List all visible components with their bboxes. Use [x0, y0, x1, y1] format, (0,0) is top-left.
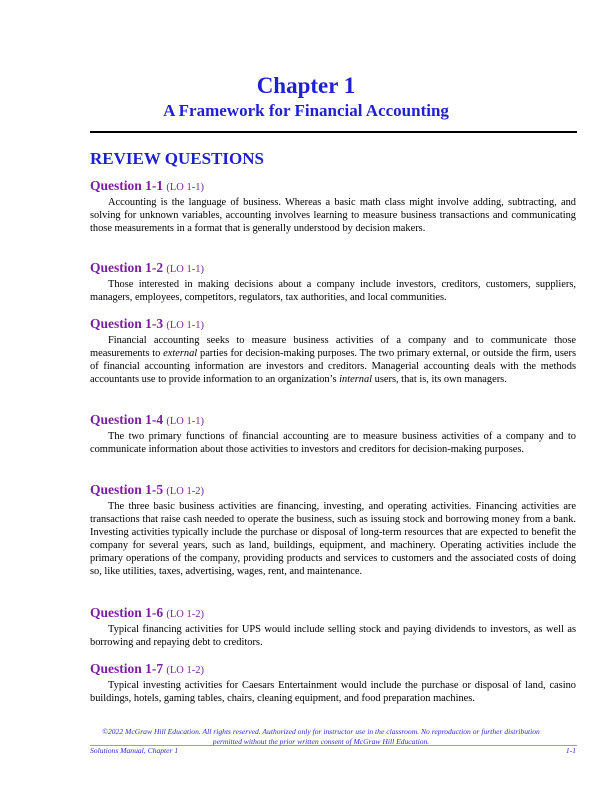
answer-text: Financial accounting seeks to measure business activities of a company and to communicate those measurements to external parties for decision-making purposes. The two primary external, or outside the firm, users of financial accounting information are investors and creditors. Managerial accounting deals with the methods accountants use to provide information to an organization’s internal users, that is, its own managers. [90, 335, 576, 386]
section-title: REVIEW QUESTIONS [90, 149, 264, 168]
question-heading [90, 178, 576, 196]
page-number: 1-1 [565, 746, 576, 755]
learning-objective: (LO 1-1) [166, 264, 205, 275]
learning-objective: (LO 1-2) [166, 609, 205, 620]
question-heading [90, 260, 576, 278]
question-heading [90, 605, 576, 623]
learning-objective: (LO 1-2) [166, 486, 205, 497]
answer-text: The two primary functions of financial accounting are to measure business activities of a company and to communicate information about those activities to investors and creditors for decision-making purposes. [90, 431, 576, 456]
learning-objective: (LO 1-2) [166, 665, 205, 676]
answer-text: Typical financing activities for UPS would include selling stock and paying dividends to investors, as well as borrowing and repaying debt to creditors. [90, 624, 576, 649]
question-1-5 [90, 482, 576, 579]
chapter-subtitle: A Framework for Financial Accounting [163, 101, 449, 120]
emphasis-external: external [163, 348, 198, 360]
learning-objective: (LO 1-1) [166, 416, 205, 427]
copyright-notice [62, 727, 580, 747]
learning-objective: (LO 1-1) [166, 320, 205, 331]
emphasis-internal: internal [339, 374, 373, 386]
copyright-line-2: permitted without the prior written consent of McGraw Hill Education. [212, 737, 430, 746]
question-1-4 [90, 412, 576, 456]
answer-text: Those interested in making decisions about a company include investors, creditors, customers, suppliers, managers, employees, competitors, regulators, tax authorities, and local communities. [90, 279, 576, 304]
question-1-3 [90, 316, 576, 386]
question-1-7 [90, 661, 576, 705]
question-number: Question 1-4 [90, 412, 164, 427]
question-number: Question 1-3 [90, 316, 164, 331]
question-heading [90, 412, 576, 430]
question-heading [90, 661, 576, 679]
question-number: Question 1-7 [90, 661, 164, 676]
question-1-1 [90, 178, 576, 235]
footer-source: Solutions Manual, Chapter 1 [90, 746, 179, 755]
question-heading [90, 482, 576, 500]
learning-objective: (LO 1-1) [166, 182, 205, 193]
question-number: Question 1-1 [90, 178, 164, 193]
header-divider [90, 131, 577, 133]
chapter-title: Chapter 1 [256, 73, 356, 98]
question-1-2 [90, 260, 576, 304]
answer-text: Typical investing activities for Caesars Entertainment would include the purchase or disposal of land, casino buildings, hotels, gaming tables, chairs, cleaning equipment, and food preparation machines. [90, 680, 576, 705]
question-1-6 [90, 605, 576, 649]
answer-text: Accounting is the language of business. Whereas a basic math class might involve adding, subtracting, and solving for unknown variables, accounting involves learning to measure business transactions and communicating those measurements in a format that is generally understood by decision makers. [90, 197, 576, 235]
answer-text: The three basic business activities are financing, investing, and operating activities. Financing activities are transactions that raise cash needed to operate the business, such as issuing stock and borrowing money from a bank. Investing activities typically include the purchase or disposal of long-term resources that are expected to benefit the company for several years, such as land, buildings, equipment, and machinery. Operating activities include the primary operations of the company, providing products and services to customers and the associated costs of doing so, like utilities, taxes, advertising, wages, rent, and maintenance. [90, 501, 576, 578]
question-number: Question 1-2 [90, 260, 164, 275]
copyright-line-1: ©2022 McGraw Hill Education. All rights reserved. Authorized only for instructor use in the classroom. No reproduction or further distribution [102, 727, 540, 736]
question-heading [90, 316, 576, 334]
question-number: Question 1-5 [90, 482, 164, 497]
question-number: Question 1-6 [90, 605, 164, 620]
